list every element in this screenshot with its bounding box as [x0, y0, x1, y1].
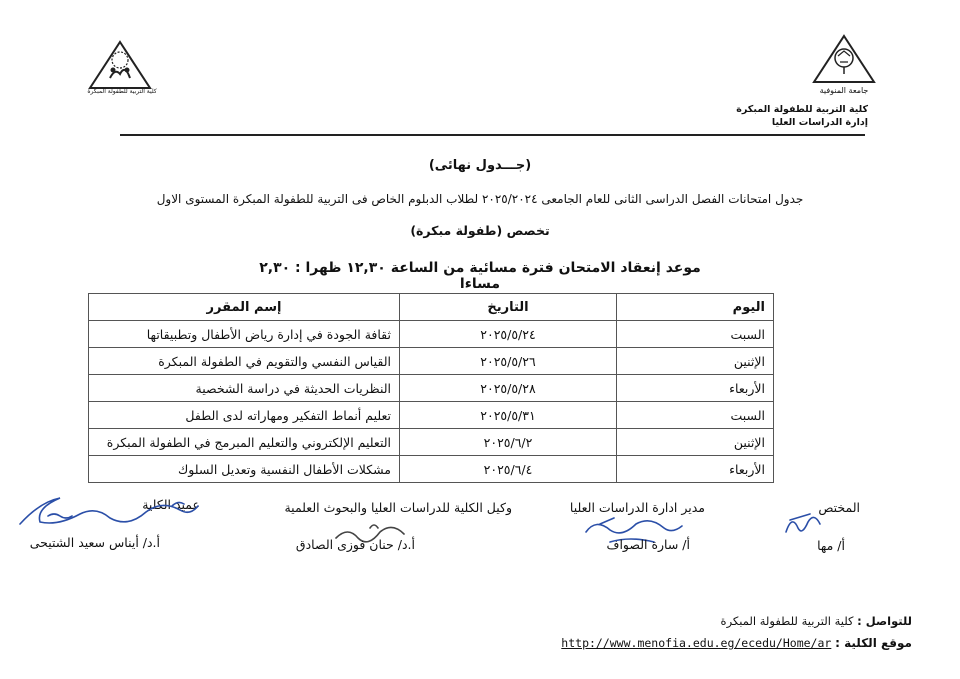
row-date: ٢٠٢٥/٥/٢٤ — [400, 321, 617, 348]
row-day: الأربعاء — [617, 375, 774, 402]
contact-line — [721, 614, 912, 628]
handwritten-signature-dean — [12, 486, 222, 536]
table-row — [89, 456, 774, 483]
signature-role-specialist: المختص — [818, 500, 860, 515]
table-row — [89, 375, 774, 402]
university-logo — [812, 34, 876, 90]
row-date: ٢٠٢٥/٦/٢ — [400, 429, 617, 456]
handwritten-signature-specialist — [780, 508, 830, 538]
website-link[interactable]: http://www.menofia.edu.eg/ecedu/Home/ar — [561, 636, 832, 650]
faculty-logo-text: كلية التربية للطفولة المبكرة — [87, 88, 157, 95]
row-day: الأربعاء — [617, 456, 774, 483]
exam-schedule-table — [88, 293, 774, 483]
row-day: السبت — [617, 321, 774, 348]
header-divider — [120, 134, 865, 136]
table-row — [89, 348, 774, 375]
table-row — [89, 429, 774, 456]
contact-label: للتواصل : — [857, 614, 912, 628]
table-row — [89, 402, 774, 429]
row-course: ثقافة الجودة في إدارة رياض الأطفال وتطبيقاتها — [89, 321, 400, 348]
row-course: النظريات الحديثة في دراسة الشخصية — [89, 375, 400, 402]
website-label: موقع الكلية : — [835, 636, 912, 650]
row-day: الإثنين — [617, 348, 774, 375]
schedule-description: جدول امتحانات الفصل الدراسى الثانى للعام الجامعى ٢٠٢٥/٢٠٢٤ لطلاب الدبلوم الخاص فى التربية للطفولة المبكرة المستوى الاول — [156, 192, 804, 206]
signature-role-dean: عميد الكلية — [142, 497, 200, 512]
header-date: التاريخ — [400, 294, 617, 321]
row-date: ٢٠٢٥/٥/٢٦ — [400, 348, 617, 375]
signature-name-admin-director: أ/ سارة الصواف — [606, 537, 690, 552]
row-course: التعليم الإلكتروني والتعليم المبرمج في الطفولة المبكرة — [89, 429, 400, 456]
table-row — [89, 321, 774, 348]
row-date: ٢٠٢٥/٥/٢٨ — [400, 375, 617, 402]
header-course: إسم المقرر — [89, 294, 400, 321]
row-course: مشكلات الأطفال النفسية وتعديل السلوك — [89, 456, 400, 483]
faculty-name: كلية التربية للطفولة المبكرة — [736, 104, 868, 115]
row-course: تعليم أنماط التفكير ومهاراته لدى الطفل — [89, 402, 400, 429]
website-line — [561, 636, 912, 650]
header-day: اليوم — [617, 294, 774, 321]
specialization-title: تخصص (طفولة مبكرة) — [410, 223, 550, 238]
row-date: ٢٠٢٥/٦/٤ — [400, 456, 617, 483]
signature-role-vice-dean: وكيل الكلية للدراسات العليا والبحوث العلمية — [284, 500, 512, 515]
signature-name-dean: أ.د/ أيناس سعيد الشتيحى — [29, 535, 160, 550]
university-logo-text: جامعة المنوفية — [819, 86, 869, 95]
row-course: القياس النفسي والتقويم في الطفولة المبكرة — [89, 348, 400, 375]
table-header-row — [89, 294, 774, 321]
department-name: إدارة الدراسات العليا — [771, 117, 868, 128]
row-day: السبت — [617, 402, 774, 429]
signature-name-specialist: أ/ مها — [817, 538, 845, 553]
contact-value: كلية التربية للطفولة المبكرة — [720, 614, 854, 628]
final-schedule-title: (جـــدول نهائى) — [428, 158, 532, 173]
row-day: الإثنين — [617, 429, 774, 456]
exam-time: موعد إنعقاد الامتحان فترة مسائية من الساعة ١٢,٣٠ ظهرا : ٢,٣٠ مساءا — [259, 260, 701, 292]
signature-name-vice-dean: أ.د/ حنان فوزى الصادق — [295, 537, 415, 552]
row-date: ٢٠٢٥/٥/٣١ — [400, 402, 617, 429]
signature-role-admin-director: مدير ادارة الدراسات العليا — [569, 500, 705, 515]
